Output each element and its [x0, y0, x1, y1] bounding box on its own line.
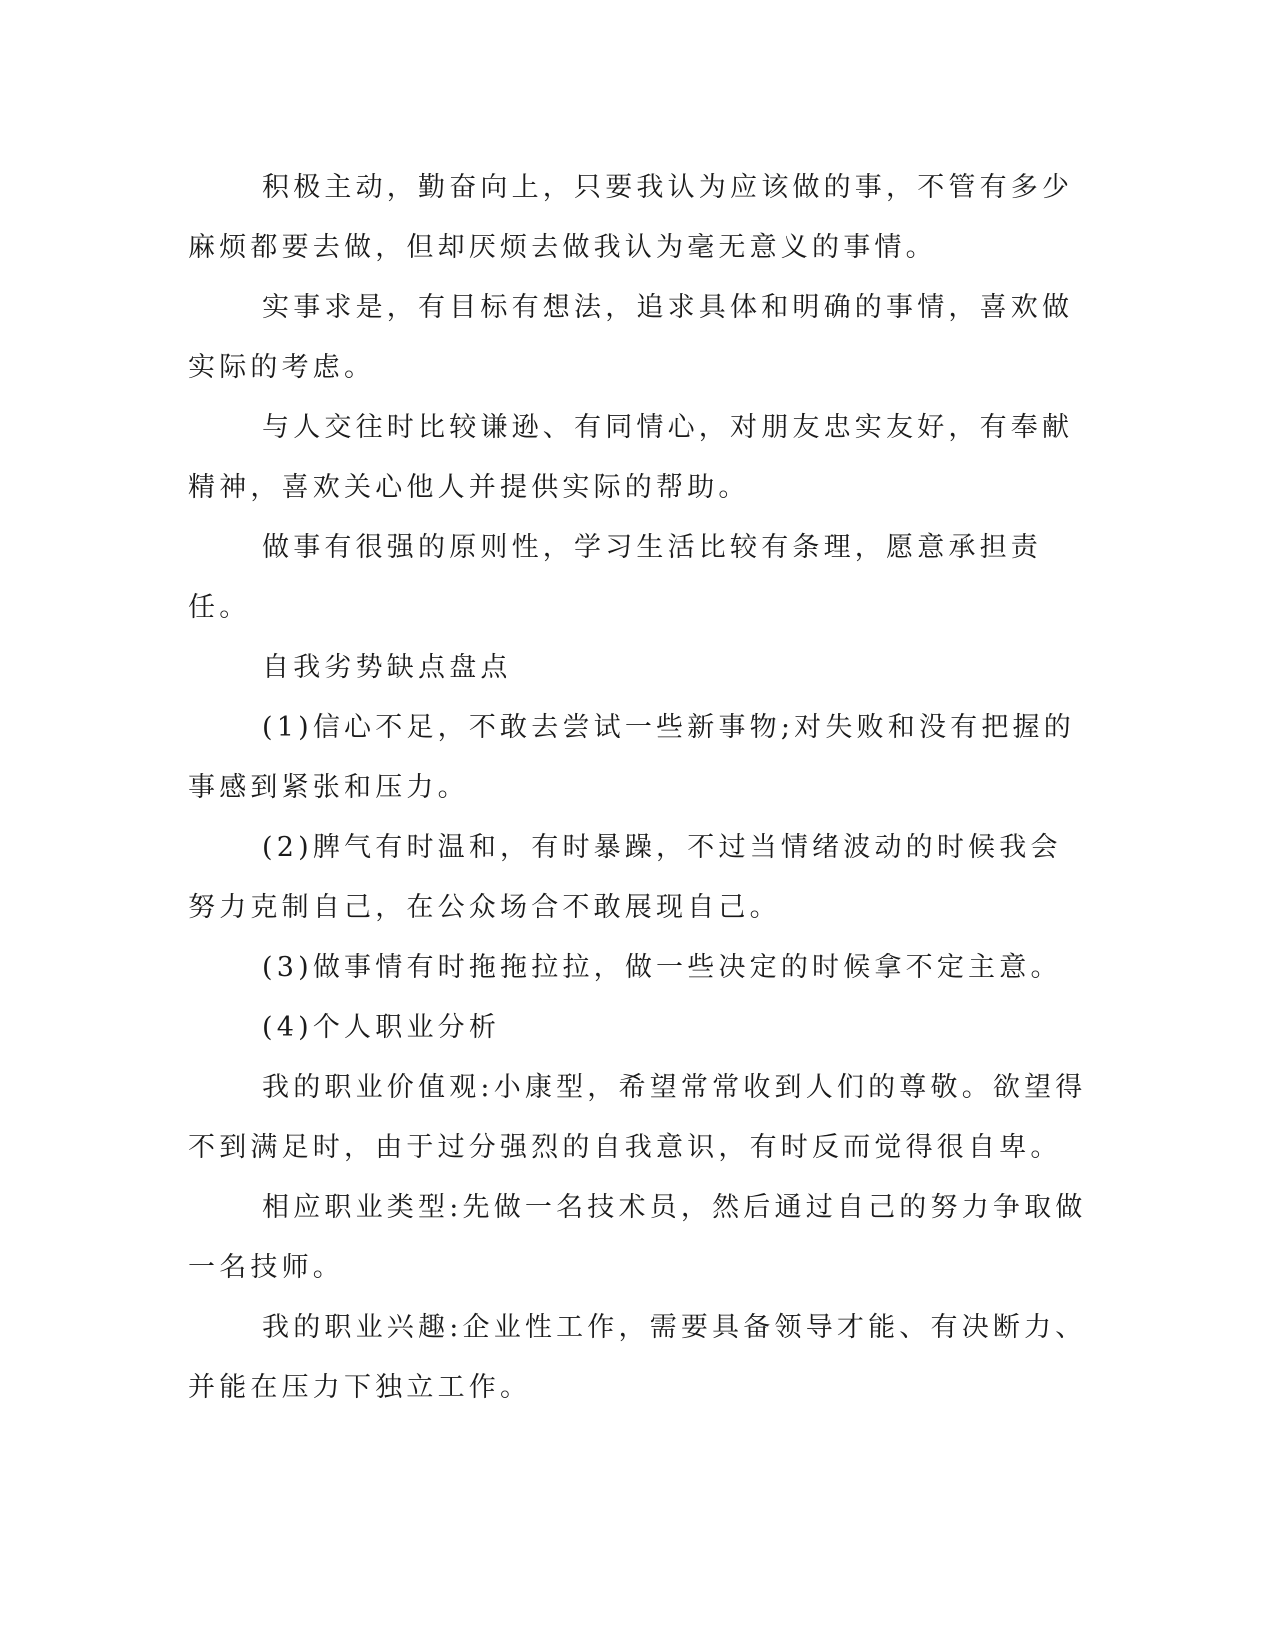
paragraph-career-type: 相应职业类型:先做一名技术员，然后通过自己的努力争取做一名技师。 — [188, 1192, 1087, 1283]
section-heading-weaknesses: 自我劣势缺点盘点 — [262, 652, 512, 683]
document-body — [188, 158, 1088, 1418]
list-item-career-analysis: (4)个人职业分析 — [262, 1012, 501, 1043]
paragraph-strengths-practical: 实事求是，有目标有想法，追求具体和明确的事情，喜欢做实际的考虑。 — [188, 292, 1074, 383]
list-item-weakness-2: (2)脾气有时温和，有时暴躁，不过当情绪波动的时候我会努力克制自己，在公众场合不敢展现自己。 — [188, 832, 1062, 923]
paragraph-strengths-proactive: 积极主动，勤奋向上，只要我认为应该做的事，不管有多少麻烦都要去做，但却厌烦去做我认为毫无意义的事情。 — [188, 172, 1074, 263]
paragraph-strengths-social: 与人交往时比较谦逊、有同情心，对朋友忠实友好，有奉献精神，喜欢关心他人并提供实际的帮助。 — [188, 412, 1074, 503]
paragraph-career-interest: 我的职业兴趣:企业性工作，需要具备领导才能、有决断力、并能在压力下独立工作。 — [188, 1312, 1087, 1403]
paragraph-career-values: 我的职业价值观:小康型，希望常常收到人们的尊敬。欲望得不到满足时，由于过分强烈的自我意识，有时反而觉得很自卑。 — [188, 1072, 1087, 1163]
paragraph-strengths-principled: 做事有很强的原则性，学习生活比较有条理，愿意承担责任。 — [188, 532, 1042, 623]
list-item-weakness-3: (3)做事情有时拖拖拉拉，做一些决定的时候拿不定主意。 — [262, 952, 1062, 983]
list-item-weakness-1: (1)信心不足，不敢去尝试一些新事物;对失败和没有把握的事感到紧张和压力。 — [188, 712, 1075, 803]
